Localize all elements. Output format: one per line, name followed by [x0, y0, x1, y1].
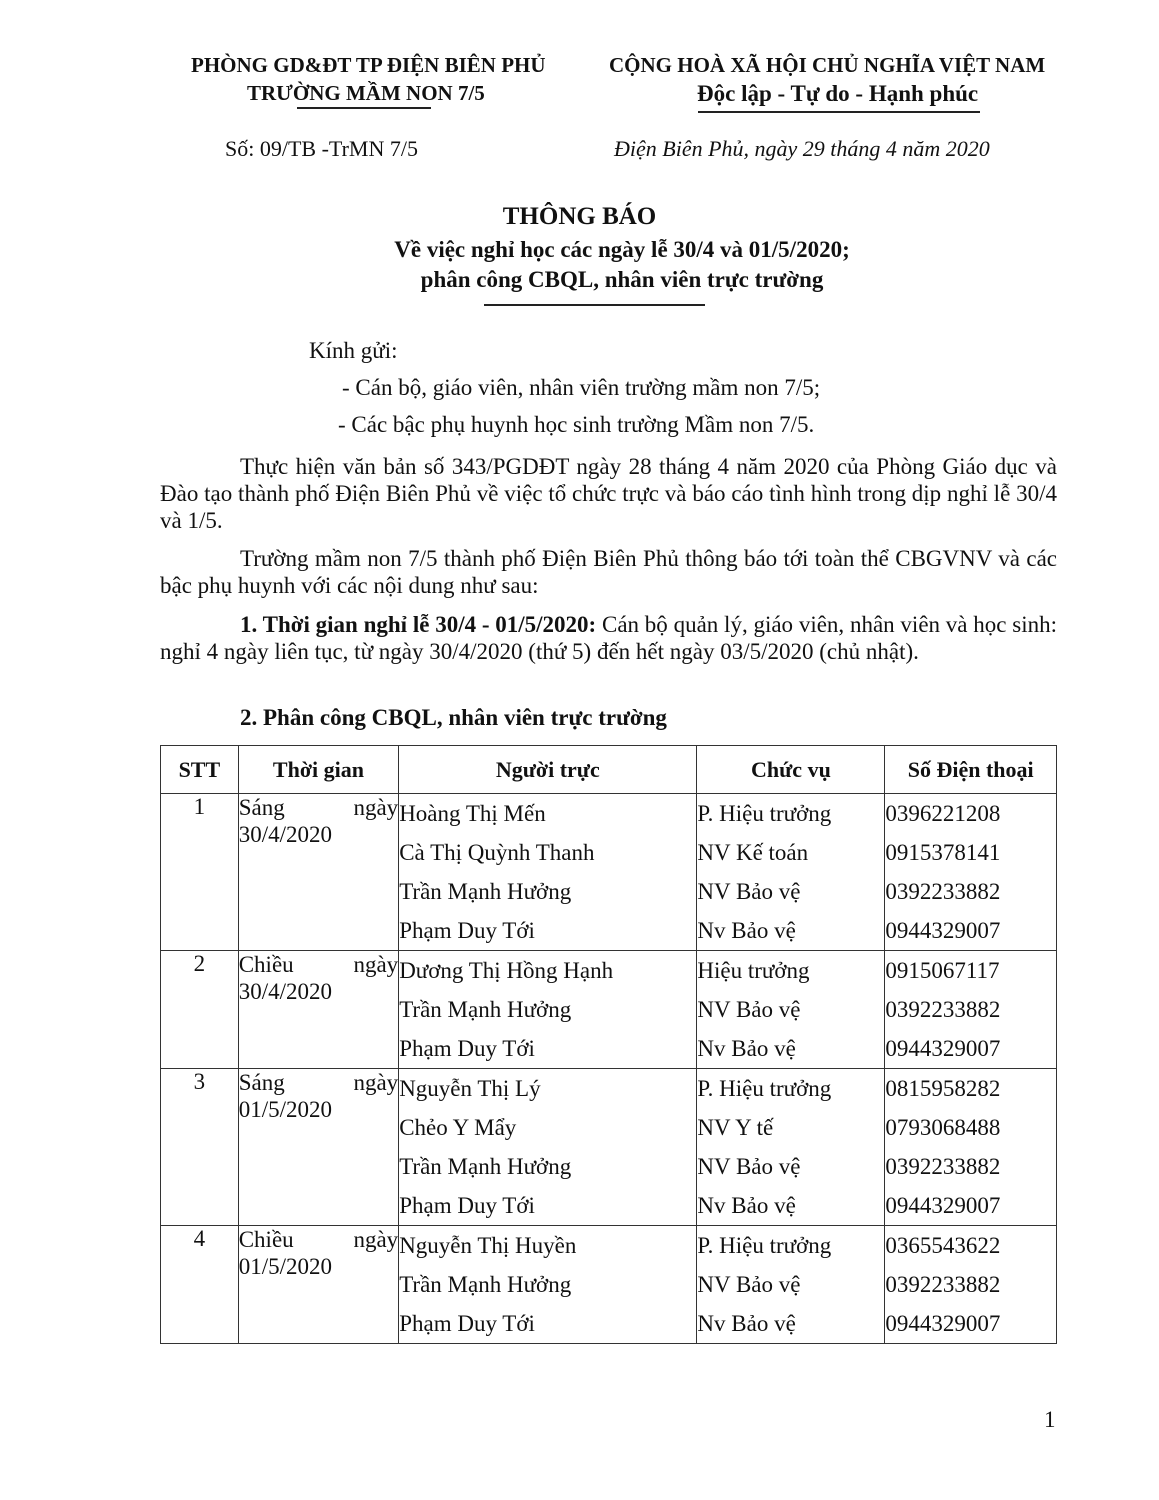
- time-line-2: 01/5/2020: [238, 1097, 332, 1122]
- person-phone: 0944329007: [885, 918, 1001, 943]
- table-header-row: [161, 746, 1057, 794]
- cell-person: [399, 1226, 697, 1344]
- section-1-text: Cán bộ quản lý, giáo viên, nhân viên và học sinh: nghỉ 4 ngày liên tục, từ ngày 30/4/2020 (thứ 5) đến hết ngày 03/5/2020 (chủ nhật).: [160, 612, 1057, 664]
- paragraph-reference: [160, 453, 1057, 534]
- person-phone: 0396221208: [885, 801, 1001, 826]
- person-name: Phạm Duy Tới: [399, 918, 535, 943]
- person-name: Phạm Duy Tới: [399, 1311, 535, 1336]
- person-name: Phạm Duy Tới: [399, 1036, 535, 1061]
- person-role: P. Hiệu trưởng: [697, 1233, 832, 1258]
- person-role: NV Bảo vệ: [697, 997, 801, 1022]
- table-row: [161, 1069, 1057, 1226]
- cell-phone: [885, 1069, 1057, 1226]
- document-subtitle-line1: Về việc nghỉ học các ngày lễ 30/4 và 01/5/2020;: [394, 237, 850, 262]
- place-and-date: Điện Biên Phủ, ngày 29 tháng 4 năm 2020: [614, 136, 990, 161]
- cell-person: [399, 794, 697, 951]
- cell-phone: [885, 951, 1057, 1069]
- person-phone: 0944329007: [885, 1193, 1001, 1218]
- person-role: Hiệu trưởng: [697, 958, 810, 983]
- page-number: 1: [1044, 1407, 1056, 1432]
- person-role: NV Kế toán: [697, 840, 809, 865]
- section-1: [160, 611, 1057, 665]
- time-line-1: Chiều ngày: [238, 952, 399, 977]
- section-1-heading: 1. Thời gian nghỉ lễ 30/4 - 01/5/2020:: [240, 612, 597, 637]
- person-role: Nv Bảo vệ: [697, 1036, 796, 1061]
- cell-stt: 3: [161, 1069, 239, 1226]
- person-phone: 0944329007: [885, 1311, 1001, 1336]
- cell-role: [697, 951, 885, 1069]
- paragraph-reference-text: Thực hiện văn bản số 343/PGDĐT ngày 28 tháng 4 năm 2020 của Phòng Giáo dục và Đào tạo thành phố Điện Biên Phủ về việc tổ chức trực và báo cáo tình hình trong dịp nghỉ lễ 30/4 và 1/5.: [160, 454, 1057, 533]
- table-row: [161, 794, 1057, 951]
- cell-stt: 2: [161, 951, 239, 1069]
- cell-stt: 1: [161, 794, 239, 951]
- person-name: Trần Mạnh Hưởng: [399, 879, 572, 904]
- recipient-item: - Các bậc phụ huynh học sinh trường Mầm non 7/5.: [338, 412, 815, 437]
- person-name: Trần Mạnh Hưởng: [399, 1272, 572, 1297]
- section-2-heading: 2. Phân công CBQL, nhân viên trực trường: [240, 705, 667, 730]
- person-name: Cà Thị Quỳnh Thanh: [399, 840, 595, 865]
- cell-phone: [885, 1226, 1057, 1344]
- time-line-1: Sáng ngày: [238, 795, 399, 820]
- cell-role: [697, 1226, 885, 1344]
- person-phone: 0793068488: [885, 1115, 1001, 1140]
- person-role: Nv Bảo vệ: [697, 1311, 796, 1336]
- person-name: Trần Mạnh Hưởng: [399, 997, 572, 1022]
- column-header-stt: STT: [161, 746, 239, 794]
- person-role: P. Hiệu trưởng: [697, 1076, 832, 1101]
- recipients-label: Kính gửi:: [309, 338, 398, 363]
- cell-stt: 4: [161, 1226, 239, 1344]
- column-header-role: Chức vụ: [697, 746, 885, 794]
- document-title: THÔNG BÁO: [502, 203, 657, 230]
- recipient-item: - Cán bộ, giáo viên, nhân viên trường mầm non 7/5;: [342, 375, 821, 400]
- national-motto-underline: [698, 111, 980, 113]
- person-name: Trần Mạnh Hưởng: [399, 1154, 572, 1179]
- national-motto: Độc lập - Tự do - Hạnh phúc: [697, 81, 979, 106]
- cell-time: [238, 951, 398, 1069]
- cell-time: [238, 1226, 398, 1344]
- person-name: Hoàng Thị Mến: [399, 801, 546, 826]
- document-subtitle-line2: phân công CBQL, nhân viên trực trường: [420, 267, 824, 292]
- time-line-2: 30/4/2020: [238, 979, 332, 1004]
- person-role: NV Bảo vệ: [697, 1272, 801, 1297]
- person-phone: 0392233882: [885, 1154, 1001, 1179]
- school-name-underline: [297, 107, 431, 109]
- person-phone: 0392233882: [885, 1272, 1001, 1297]
- time-line-1: Chiều ngày: [238, 1227, 399, 1252]
- time-line-1: Sáng ngày: [238, 1070, 399, 1095]
- national-title: CỘNG HOÀ XÃ HỘI CHỦ NGHĨA VIỆT NAM: [609, 53, 1046, 77]
- document-number: Số: 09/TB -TrMN 7/5: [225, 136, 418, 161]
- person-role: NV Bảo vệ: [697, 1154, 801, 1179]
- time-line-2: 01/5/2020: [238, 1254, 332, 1279]
- column-header-phone: Số Điện thoại: [885, 746, 1057, 794]
- person-name: Nguyễn Thị Lý: [399, 1076, 541, 1101]
- cell-person: [399, 1069, 697, 1226]
- person-phone: 0365543622: [885, 1233, 1001, 1258]
- cell-person: [399, 951, 697, 1069]
- department-name: PHÒNG GD&ĐT TP ĐIỆN BIÊN PHỦ: [191, 53, 546, 77]
- cell-role: [697, 1069, 885, 1226]
- table-row: [161, 1226, 1057, 1344]
- person-name: Nguyễn Thị Huyền: [399, 1233, 577, 1258]
- person-role: Nv Bảo vệ: [697, 918, 796, 943]
- person-name: Dương Thị Hồng Hạnh: [399, 958, 614, 983]
- column-header-person: Người trực: [399, 746, 697, 794]
- title-underline: [484, 304, 705, 306]
- cell-time: [238, 794, 398, 951]
- duty-roster-table: [160, 745, 1057, 1344]
- paragraph-announcement-text: Trường mầm non 7/5 thành phố Điện Biên Phủ thông báo tới toàn thể CBGVNV và các bậc phụ huynh với các nội dung như sau:: [160, 546, 1057, 598]
- person-role: NV Y tế: [697, 1115, 774, 1140]
- person-phone: 0815958282: [885, 1076, 1001, 1101]
- person-phone: 0915067117: [885, 958, 1000, 983]
- person-phone: 0392233882: [885, 997, 1001, 1022]
- person-role: NV Bảo vệ: [697, 879, 801, 904]
- table-row: [161, 951, 1057, 1069]
- person-phone: 0392233882: [885, 879, 1001, 904]
- school-name: TRƯỜNG MẦM NON 7/5: [247, 81, 485, 105]
- cell-time: [238, 1069, 398, 1226]
- person-phone: 0944329007: [885, 1036, 1001, 1061]
- person-role: P. Hiệu trưởng: [697, 801, 832, 826]
- cell-phone: [885, 794, 1057, 951]
- person-name: Phạm Duy Tới: [399, 1193, 535, 1218]
- person-role: Nv Bảo vệ: [697, 1193, 796, 1218]
- cell-role: [697, 794, 885, 951]
- time-line-2: 30/4/2020: [238, 822, 332, 847]
- column-header-time: Thời gian: [238, 746, 398, 794]
- paragraph-announcement: [160, 545, 1057, 599]
- person-phone: 0915378141: [885, 840, 1001, 865]
- person-name: Chẻo Y Mẩy: [399, 1115, 517, 1140]
